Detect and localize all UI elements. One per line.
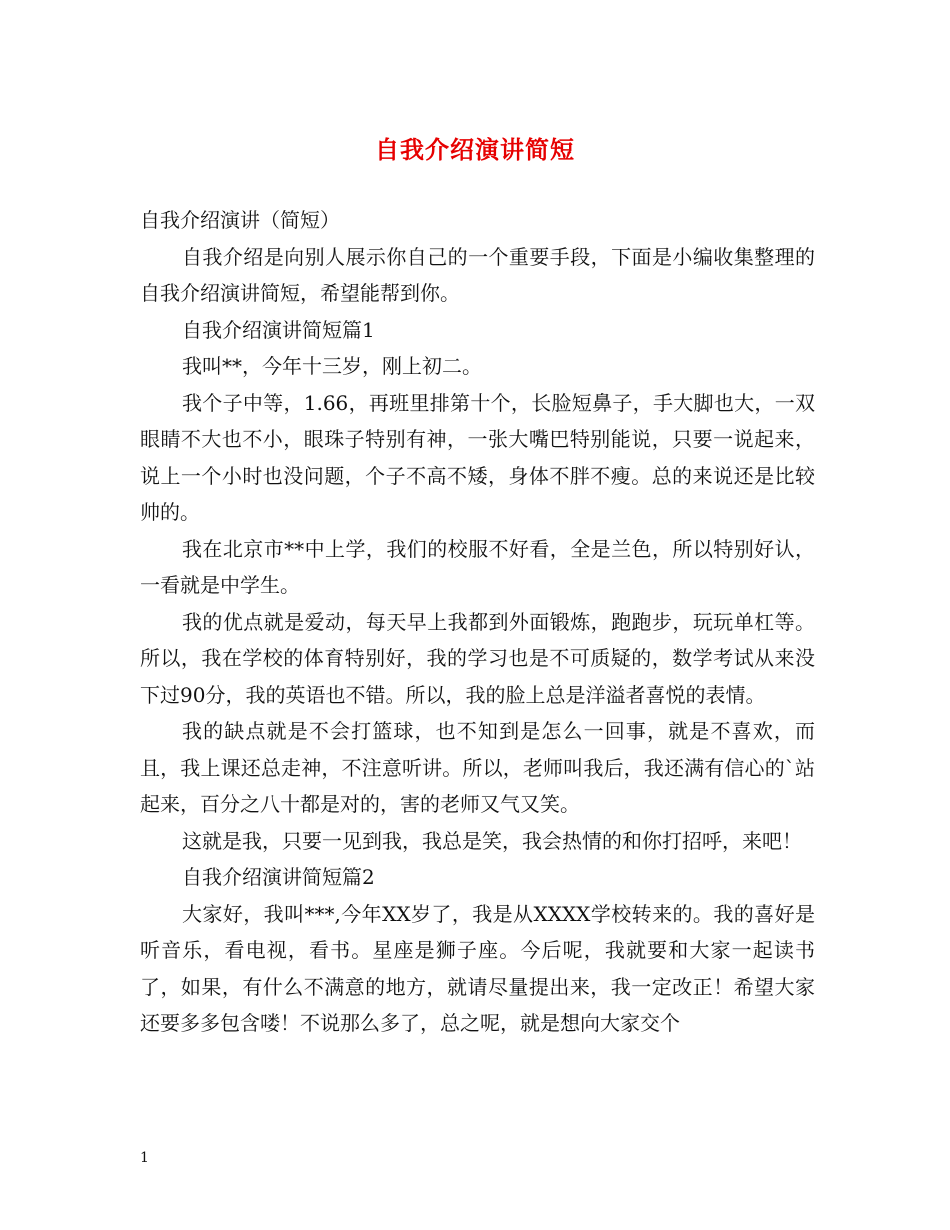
paragraph: 我在北京市**中上学，我们的校服不好看，全是兰色，所以特别好认，一看就是中学生。 bbox=[140, 536, 815, 597]
paragraph: 这就是我，只要一见到我，我总是笑，我会热情的和你打招呼，来吧！ bbox=[182, 828, 802, 853]
paragraph: 大家好，我叫***,今年XX岁了，我是从XXXX学校转来的。我的喜好是听音乐，看电视，看书。星座是狮子座。今后呢，我就要和大家一起读书了，如果，有什么不满意的地方，就请尽量提出来，我一定改正！希望大家还要多多包含喽！不说那么多了，总之呢，就是想向大家交个 bbox=[140, 901, 815, 1035]
document-body bbox=[140, 202, 815, 1042]
paragraph: 自我介绍演讲（简短） bbox=[140, 208, 340, 232]
paragraph: 我个子中等，1.66，再班里排第十个，长脸短鼻子，手大脚也大，一双眼睛不大也不小，眼珠子特别有神，一张大嘴巴特别能说，只要一说起来，说上一个小时也没问题，个子不高不矮，身体不胖不瘦。总的来说还是比较帅的。 bbox=[140, 390, 815, 524]
paragraph: 我叫**，今年十三岁，刚上初二。 bbox=[182, 354, 482, 378]
document-title: 自我介绍演讲简短 bbox=[375, 135, 575, 164]
section-heading: 自我介绍演讲简短篇1 bbox=[182, 317, 375, 342]
paragraph: 我的优点就是爱动，每天早上我都到外面锻炼，跑跑步，玩玩单杠等。所以，我在学校的体育特别好，我的学习也是不可质疑的，数学考试从来没下过90分，我的英语也不错。所以，我的脸上总是洋溢者喜悦的表情。 bbox=[140, 609, 815, 707]
section-heading: 自我介绍演讲简短篇2 bbox=[182, 865, 375, 889]
page-number: 1 bbox=[140, 1150, 149, 1166]
paragraph: 我的缺点就是不会打篮球，也不知到是怎么一回事，就是不喜欢，而且，我上课还总走神，不注意听讲。所以，老师叫我后，我还满有信心的`站起来，百分之八十都是对的，害的老师又气又笑。 bbox=[140, 719, 815, 816]
paragraph: 自我介绍是向别人展示你自己的一个重要手段，下面是小编收集整理的自我介绍演讲简短，希望能帮到你。 bbox=[140, 244, 815, 305]
